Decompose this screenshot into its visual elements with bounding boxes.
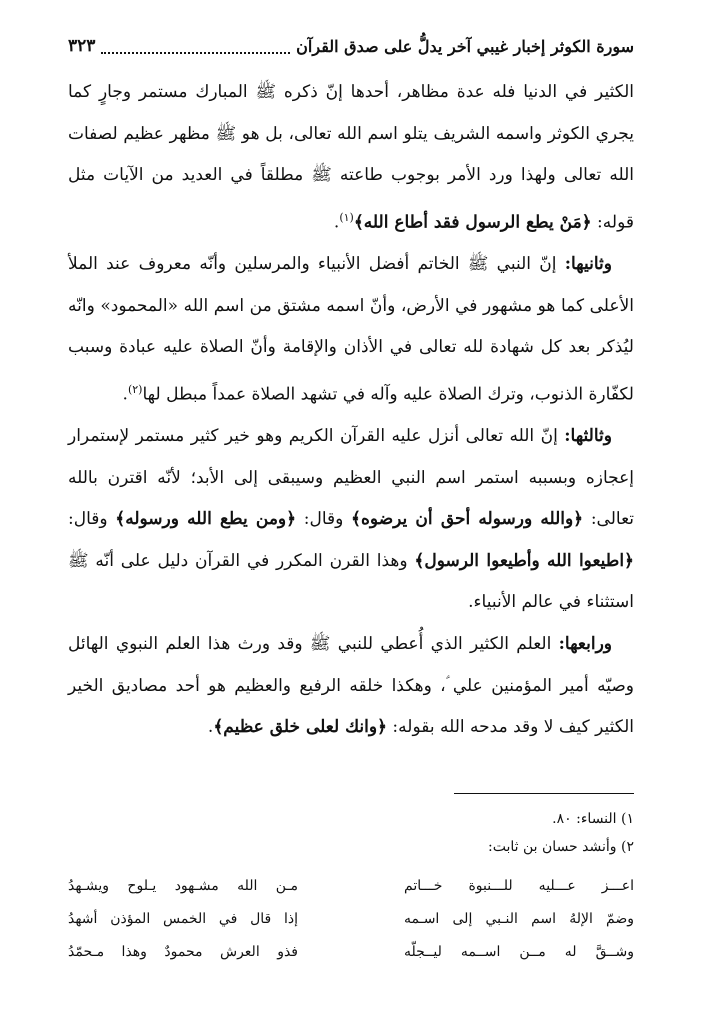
paragraph-text: إنّ النبي ﷺ الخاتم أفضل الأنبياء والمرسلين وأنّه معروف عند الملأ الأعلى كما هو مشهور في الأرض، وأنّ اسمه مشتق من اسم الله «المحمود» وانّه ليُذكر بعد كل شهادة لله تعالى في الأذان والإقامة وأنّ الصلاة عليه عبادة وسبب لكفّارة الذنوب، وترك الصلاة عليه وآله في تشهد الصلاة عمداً مبطل لها bbox=[68, 254, 634, 405]
header-dot-leader bbox=[101, 51, 290, 54]
footnote-ref: (١) bbox=[339, 210, 354, 224]
quran-verse: ﴿اطيعوا الله وأطيعوا الرسول﴾ bbox=[414, 550, 635, 571]
page-number: ٣٢٣ bbox=[68, 36, 96, 56]
quran-verse: ﴿مَنْ يطع الرسول فقد أطاع الله﴾ bbox=[353, 212, 592, 233]
paragraph-text: إنّ الله تعالى أنزل عليه القرآن الكريم وهو خير كثير مستمر لإستمرار إعجازه وبسببه استمر اسم النبي العظيم وسيبقى إلى الأبد؛ لأنّه اقترن بالله تعالى: bbox=[68, 426, 635, 530]
sentence-end: . bbox=[333, 212, 340, 233]
paragraph-text: وهذا القرن المكرر في القرآن دليل على أنّه ﷺ استثناء في عالم الأنبياء. bbox=[68, 550, 634, 613]
paragraph-lead: ورابعها: bbox=[558, 634, 612, 655]
paragraph-1 bbox=[68, 72, 634, 244]
poem-second-hemistich: فذو العرش محمودٌ وهذا مـحمّدُ bbox=[68, 944, 298, 960]
footnote-ref: (٢) bbox=[127, 382, 143, 396]
header-title: سورة الكوثر إخبار غيبي آخر يدلُّ على صدق القرآن bbox=[296, 36, 634, 56]
poem-first-hemistich: وضمّ الإلهُ اسم النـبي إلى اسـمه bbox=[404, 911, 634, 927]
paragraph-text: وقال: bbox=[296, 509, 352, 530]
quran-verse: ﴿والله ورسوله أحق أن يرضوه﴾ bbox=[351, 509, 584, 530]
poem-first-hemistich: اعـــز عـــليه للـــنبوة خـــاتم bbox=[404, 878, 634, 894]
paragraph-text: وقال: bbox=[68, 509, 116, 530]
paragraph-2 bbox=[68, 244, 634, 416]
footnote-divider bbox=[454, 793, 634, 794]
paragraph-3 bbox=[68, 416, 634, 624]
main-text bbox=[68, 72, 634, 749]
footnote-1: ١) النساء: ٨٠. bbox=[552, 811, 634, 827]
poem-second-hemistich: إذا قال في الخمس المؤذن أشهدُ bbox=[68, 911, 298, 927]
sentence-end: . bbox=[207, 717, 214, 738]
footnotes bbox=[68, 808, 634, 864]
poem-verse bbox=[68, 903, 634, 936]
poem-verse bbox=[68, 870, 634, 903]
quran-verse: ﴿وانك لعلى خلق عظيم﴾ bbox=[213, 717, 388, 738]
paragraph-text: الكثير في الدنيا فله عدة مظاهر، أحدها إنّ ذكره ﷺ المبارك مستمر وجارٍ كما يجري الكوثر واسمه الشريف يتلو اسم الله تعالى، بل هو ﷺ مظهر عظيم لصفات الله تعالى ولهذا ورد الأمر بوجوب طاعته ﷺ مطلقاً في العديد من الآيات مثل قوله: bbox=[68, 82, 634, 233]
poem bbox=[68, 870, 634, 969]
paragraph-lead: وثالثها: bbox=[564, 426, 612, 447]
paragraph-4 bbox=[68, 624, 634, 749]
quran-verse: ﴿ومن يطع الله ورسوله﴾ bbox=[115, 509, 297, 530]
poem-verse bbox=[68, 936, 634, 969]
footnote-2: ٢) وأنشد حسان بن ثابت: bbox=[488, 839, 634, 855]
poem-second-hemistich: مـن الله مشـهود يـلوح ويشـهدُ bbox=[68, 878, 298, 894]
paragraph-text: العلم الكثير الذي أُعطي للنبي ﷺ وقد ورث هذا العلم النبوي الهائل وصيّه أمير المؤمنين علي ؑ، وهكذا خلقه الرفيع والعظيم هو أحد مصاديق الخير الكثير كيف لا وقد مدحه الله بقوله: bbox=[68, 634, 634, 738]
paragraph-lead: وثانيها: bbox=[564, 254, 612, 275]
poem-first-hemistich: وشــقَّ له مــن اســمه ليــجلّه bbox=[404, 944, 634, 960]
running-header bbox=[68, 30, 634, 62]
sentence-end: . bbox=[122, 384, 128, 405]
